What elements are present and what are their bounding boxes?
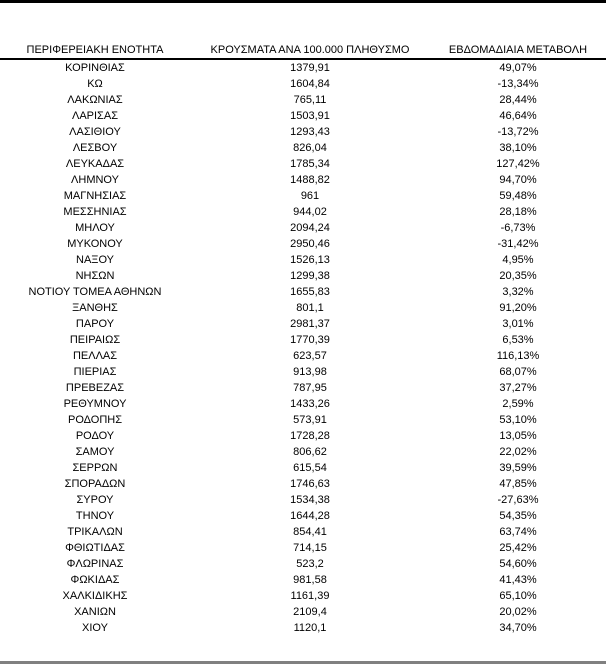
region-name-cell: ΠΙΕΡΙΑΣ (73, 366, 117, 378)
table-row (0, 108, 606, 124)
weekly-change-cell: 46,64% (499, 110, 537, 122)
cases-per-100k-cell: 1534,38 (290, 494, 330, 506)
weekly-change-cell: 41,43% (499, 574, 537, 586)
table-row (0, 460, 606, 476)
cases-per-100k-cell: 2981,37 (290, 318, 330, 330)
table-row (0, 204, 606, 220)
table-row (0, 236, 606, 252)
table-row (0, 444, 606, 460)
table-row (0, 220, 606, 236)
table-header-row (0, 42, 606, 60)
cases-per-100k-cell: 2109,4 (293, 606, 327, 618)
region-name-cell: ΦΩΚΙΔΑΣ (70, 574, 120, 586)
region-name-cell: ΞΑΝΘΗΣ (72, 302, 118, 314)
region-name-cell: ΜΗΛΟΥ (75, 222, 115, 234)
table-row (0, 380, 606, 396)
table-row (0, 508, 606, 524)
table-bottom-rule (0, 661, 606, 664)
region-name-cell: ΦΘΙΩΤΙΔΑΣ (65, 542, 125, 554)
weekly-change-cell: 13,05% (499, 430, 537, 442)
region-name-cell: ΠΕΙΡΑΙΩΣ (69, 334, 121, 346)
region-name-cell: ΡΕΘΥΜΝΟΥ (63, 398, 127, 410)
table-row (0, 348, 606, 364)
table-row (0, 572, 606, 588)
table-row (0, 300, 606, 316)
cases-per-100k-cell: 1728,28 (290, 430, 330, 442)
weekly-change-cell: 49,07% (499, 62, 537, 74)
region-name-cell: ΣΑΜΟΥ (75, 446, 115, 458)
weekly-change-cell: 65,10% (499, 590, 537, 602)
table-row (0, 76, 606, 92)
table-row (0, 620, 606, 636)
table-row (0, 604, 606, 620)
cases-per-100k-cell: 1526,13 (290, 254, 330, 266)
table-row (0, 92, 606, 108)
table-row (0, 156, 606, 172)
weekly-change-cell: -13,34% (497, 78, 539, 90)
weekly-change-cell: 3,01% (502, 318, 534, 330)
table-row (0, 540, 606, 556)
table-row (0, 268, 606, 284)
region-name-cell: ΚΟΡΙΝΘΙΑΣ (65, 62, 125, 74)
cases-per-100k-cell: 854,41 (293, 526, 327, 538)
table-row (0, 60, 606, 76)
region-name-cell: ΛΑΚΩΝΙΑΣ (67, 94, 123, 106)
cases-per-100k-cell: 981,58 (293, 574, 327, 586)
region-name-cell: ΛΕΣΒΟΥ (72, 142, 118, 154)
region-name-cell: ΜΕΣΣΗΝΙΑΣ (63, 206, 127, 218)
cases-per-100k-cell: 2950,46 (290, 238, 330, 250)
table-row (0, 492, 606, 508)
cases-per-100k-cell: 1785,34 (290, 158, 330, 170)
weekly-change-cell: 22,02% (499, 446, 537, 458)
cases-per-100k-cell: 1120,1 (293, 622, 327, 634)
cases-per-100k-cell: 787,95 (293, 382, 327, 394)
weekly-change-cell: 47,85% (499, 478, 537, 490)
weekly-change-cell: 28,18% (499, 206, 537, 218)
region-name-cell: ΣΠΟΡΑΔΩΝ (64, 478, 126, 490)
weekly-change-cell: 2,59% (502, 398, 534, 410)
cases-per-100k-cell: 1770,39 (290, 334, 330, 346)
table-row (0, 428, 606, 444)
cases-per-100k-cell: 806,62 (293, 446, 327, 458)
region-name-cell: ΡΟΔΟΠΗΣ (67, 414, 123, 426)
weekly-change-cell: 20,35% (499, 270, 537, 282)
cases-per-100k-cell: 1604,84 (290, 78, 330, 90)
cases-per-100k-cell: 1503,91 (290, 110, 330, 122)
weekly-change-cell: 59,48% (499, 190, 537, 202)
table-row (0, 556, 606, 572)
cases-per-100k-cell: 1433,26 (290, 398, 330, 410)
region-name-cell: ΡΟΔΟΥ (75, 430, 115, 442)
region-name-cell: ΠΑΡΟΥ (75, 318, 115, 330)
cases-per-100k-cell: 1644,28 (290, 510, 330, 522)
cases-per-100k-cell: 801,1 (296, 302, 324, 314)
weekly-change-cell: 53,10% (499, 414, 537, 426)
weekly-change-cell: 28,44% (499, 94, 537, 106)
table-row (0, 588, 606, 604)
weekly-change-cell: 91,20% (499, 302, 537, 314)
table-row (0, 140, 606, 156)
weekly-change-cell: -31,42% (497, 238, 539, 250)
cases-per-100k-cell: 765,11 (293, 94, 327, 106)
region-name-cell: ΣΥΡΟΥ (76, 494, 114, 506)
region-name-cell: ΦΛΩΡΙΝΑΣ (66, 558, 124, 570)
table-row (0, 252, 606, 268)
weekly-change-cell: 127,42% (496, 158, 540, 170)
cases-per-100k-cell: 961 (300, 190, 320, 202)
table-top-rule (0, 0, 606, 3)
weekly-change-cell: 54,35% (499, 510, 537, 522)
weekly-change-cell: 6,53% (502, 334, 534, 346)
region-name-cell: ΧΑΝΙΩΝ (74, 606, 116, 618)
cases-per-100k-cell: 2094,24 (290, 222, 330, 234)
table-rows (0, 60, 606, 636)
region-name-cell: ΝΗΣΩΝ (75, 270, 115, 282)
weekly-change-cell: -13,72% (497, 126, 539, 138)
cases-per-100k-cell: 1299,38 (290, 270, 330, 282)
cases-per-100k-cell: 623,57 (293, 350, 327, 362)
region-name-cell: ΧΙΟΥ (82, 622, 108, 634)
region-name-cell: ΛΑΣΙΘΙΟΥ (69, 126, 121, 138)
weekly-change-cell: 4,95% (502, 254, 534, 266)
region-name-cell: ΝΟΤΙΟΥ ΤΟΜΕΑ ΑΘΗΝΩΝ (28, 286, 162, 298)
weekly-change-cell: 3,32% (502, 286, 534, 298)
weekly-change-cell: 63,74% (499, 526, 537, 538)
weekly-change-cell: -27,63% (497, 494, 539, 506)
table-row (0, 476, 606, 492)
column-header-cases-per-100k: ΚΡΟΥΣΜΑΤΑ ΑΝΑ 100.000 ΠΛΗΘΥΣΜΟ (210, 44, 410, 56)
cases-per-100k-cell: 714,15 (293, 542, 327, 554)
cases-per-100k-cell: 1379,91 (290, 62, 330, 74)
table-row (0, 412, 606, 428)
region-name-cell: ΜΥΚΟΝΟΥ (67, 238, 123, 250)
cases-per-100k-cell: 1655,83 (290, 286, 330, 298)
table-row (0, 124, 606, 140)
cases-per-100k-cell: 826,04 (293, 142, 327, 154)
weekly-change-cell: -6,73% (500, 222, 536, 234)
cases-per-100k-cell: 523,2 (296, 558, 324, 570)
weekly-change-cell: 38,10% (499, 142, 537, 154)
region-name-cell: ΝΑΞΟΥ (76, 254, 114, 266)
table-row (0, 396, 606, 412)
weekly-change-cell: 34,70% (499, 622, 537, 634)
weekly-change-cell: 25,42% (499, 542, 537, 554)
column-header-weekly-change: ΕΒΔΟΜΑΔΙΑΙΑ ΜΕΤΑΒΟΛΗ (448, 44, 588, 56)
cases-per-100k-cell: 1746,63 (290, 478, 330, 490)
region-name-cell: ΛΗΜΝΟΥ (71, 174, 119, 186)
weekly-change-cell: 54,60% (499, 558, 537, 570)
cases-per-100k-cell: 1488,82 (290, 174, 330, 186)
weekly-change-cell: 94,70% (499, 174, 537, 186)
region-name-cell: ΧΑΛΚΙΔΙΚΗΣ (62, 590, 128, 602)
weekly-change-cell: 68,07% (499, 366, 537, 378)
table-row (0, 364, 606, 380)
table-row (0, 172, 606, 188)
region-name-cell: ΤΡΙΚΑΛΩΝ (67, 526, 123, 538)
region-name-cell: ΛΕΥΚΑΔΑΣ (65, 158, 125, 170)
table-row (0, 524, 606, 540)
cases-per-100k-cell: 573,91 (293, 414, 327, 426)
weekly-change-cell: 20,02% (499, 606, 537, 618)
weekly-change-cell: 116,13% (496, 350, 540, 362)
region-name-cell: ΠΡΕΒΕΖΑΣ (65, 382, 125, 394)
region-name-cell: ΛΑΡΙΣΑΣ (71, 110, 118, 122)
table-row (0, 316, 606, 332)
table-row (0, 284, 606, 300)
cases-per-100k-cell: 913,98 (293, 366, 327, 378)
column-header-regional-unit: ΠΕΡΙΦΕΡΕΙΑΚΗ ΕΝΟΤΗΤΑ (26, 44, 164, 56)
table-row (0, 332, 606, 348)
table-row (0, 188, 606, 204)
region-name-cell: ΚΩ (87, 78, 103, 90)
cases-per-100k-cell: 1161,39 (290, 590, 330, 602)
weekly-change-cell: 39,59% (499, 462, 537, 474)
region-name-cell: ΣΕΡΡΩΝ (72, 462, 118, 474)
region-name-cell: ΤΗΝΟΥ (75, 510, 115, 522)
weekly-change-cell: 37,27% (499, 382, 537, 394)
region-name-cell: ΠΕΛΛΑΣ (72, 350, 118, 362)
region-name-cell: ΜΑΓΝΗΣΙΑΣ (63, 190, 127, 202)
cases-per-100k-cell: 1293,43 (290, 126, 330, 138)
cases-per-100k-cell: 944,02 (293, 206, 327, 218)
cases-per-100k-cell: 615,54 (293, 462, 327, 474)
